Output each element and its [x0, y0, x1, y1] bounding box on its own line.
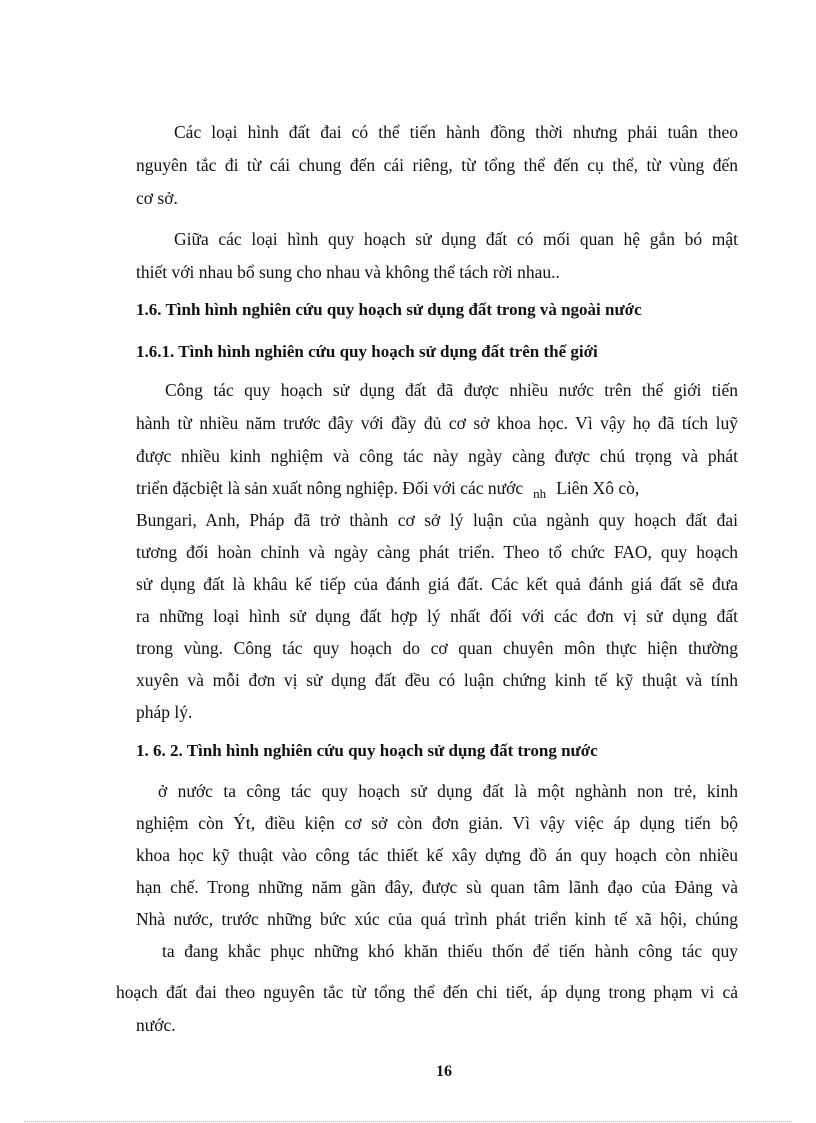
page-bottom-divider [24, 1121, 792, 1122]
paragraph-3-line-7: sử dụng đất là khâu kế tiếp của đánh giá đất. Các kết quả đánh giá đất sẽ đưa [136, 574, 738, 594]
paragraph-4-line-3: khoa học kỹ thuật vào công tác thiết kế xây dựng đồ án quy hoạch còn nhiều [136, 845, 738, 865]
paragraph-1-line-1: Các loại hình đất đai có thể tiến hành đồng thời nhưng phải tuân theo [174, 122, 738, 142]
paragraph-3-line-10: xuyên và mỗi đơn vị sử dụng đất đều có luận chứng kinh tế kỹ thuật và tính [136, 670, 738, 690]
heading-1-6-2: 1. 6. 2. Tình hình nghiên cứu quy hoạch sử dụng đất trong nước [136, 741, 598, 760]
paragraph-3-line-1: Công tác quy hoạch sử dụng đất đã được nhiều nước trên thế giới tiến [165, 380, 738, 400]
paragraph-4-line-7: hoạch đất đai theo nguyên tắc từ tổng thể đến chi tiết, áp dụng trong phạm vi cả [116, 982, 738, 1002]
page-number: 16 [436, 1063, 452, 1080]
paragraph-4-line-4: hạn chế. Trong những năm gần đây, được sù quan tâm lãnh đạo của Đảng và [136, 877, 738, 897]
paragraph-4-line-1: ở nước ta công tác quy hoạch sử dụng đất là một nghành non trẻ, kinh [158, 781, 738, 801]
paragraph-4-line-8: nước. [136, 1015, 176, 1035]
paragraph-3-line-3: được nhiều kinh nghiệm và công tác này ngày càng được chú trọng và phát [136, 446, 738, 466]
paragraph-3-line-2: hành từ nhiều năm trước đây với đầy đủ cơ sở khoa học. Vì vậy họ đã tích luỹ [136, 413, 738, 433]
heading-1-6-1: 1.6.1. Tình hình nghiên cứu quy hoạch sử dụng đất trên thế giới [136, 342, 598, 361]
paragraph-4-line-2: nghiệm còn Ýt, điều kiện cơ sở còn đơn giản. Vì vậy việc áp dụng tiến bộ [136, 813, 738, 833]
paragraph-3-line-11: pháp lý. [136, 702, 193, 722]
paragraph-2-line-1: Giữa các loại hình quy hoạch sử dụng đất có mối quan hệ gắn bó mật [174, 229, 738, 249]
paragraph-3-line-4-text-after: Liên Xô cò, [556, 478, 640, 498]
paragraph-3-line-4-subscript: nh [533, 486, 547, 501]
paragraph-2-line-2: thiết với nhau bổ sung cho nhau và không thể tách rời nhau.. [136, 262, 560, 282]
paragraph-3-line-8: ra những loại hình sử dụng đất hợp lý nhất đối với các đơn vị sử dụng đất [136, 606, 738, 626]
paragraph-3-line-6: tương đối hoàn chỉnh và ngày càng phát triển. Theo tổ chức FAO, quy hoạch [136, 542, 738, 562]
paragraph-3-line-4-text-before: triển đặcbiệt là sản xuất nông nghiệp. Đối với các nước [136, 478, 524, 498]
paragraph-3-line-4 [136, 478, 639, 500]
paragraph-1-line-2: nguyên tắc đi từ cái chung đến cái riêng, từ tổng thể đến cụ thể, từ vùng đến [136, 155, 738, 175]
heading-1-6: 1.6. Tình hình nghiên cứu quy hoạch sử dụng đất trong và ngoài nước [136, 300, 642, 319]
paragraph-3-line-5: Bungari, Anh, Pháp đã trở thành cơ sở lý luận của ngành quy hoạch đất đai [136, 510, 738, 530]
paragraph-4-line-5: Nhà nước, trước những bức xúc của quá trình phát triển kinh tế xã hội, chúng [136, 909, 738, 929]
paragraph-3-line-9: trong vùng. Công tác quy hoạch do cơ quan chuyên môn thực hiện thường [136, 638, 738, 658]
paragraph-4-line-6: ta đang khắc phục những khó khăn thiếu thốn để tiến hành công tác quy [162, 941, 738, 961]
paragraph-1-line-3: cơ sở. [136, 188, 178, 208]
